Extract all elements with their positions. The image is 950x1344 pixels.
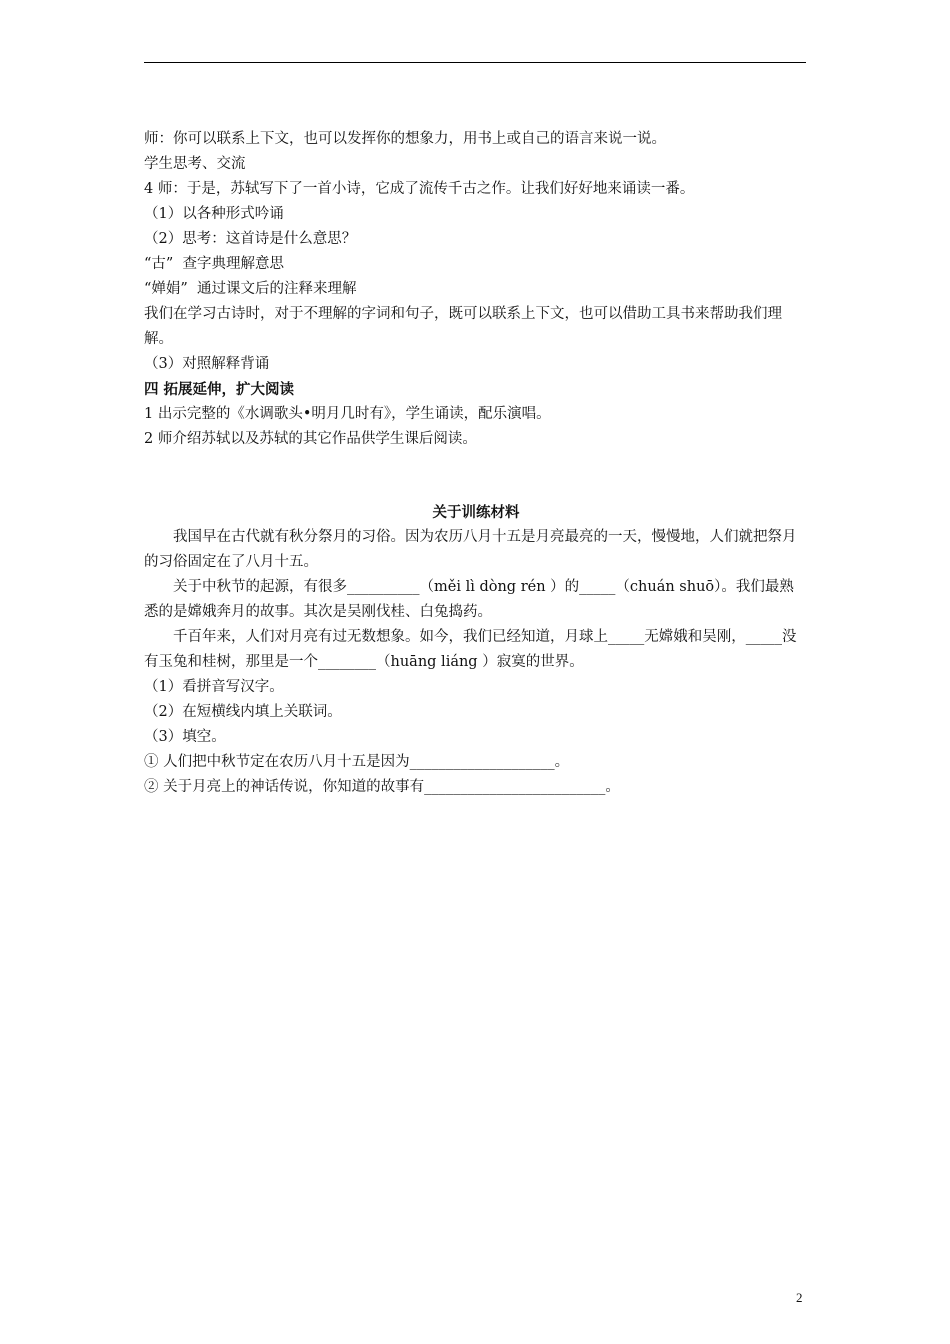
extension-line: 1 出示完整的《水调歌头•明月几时有》，学生诵读，配乐演唱。 bbox=[144, 406, 551, 422]
lesson-paragraph: 我们在学习古诗时，对于不理解的字词和句子，既可以联系上下文，也可以借助工具书来帮助我们理解。 bbox=[144, 306, 782, 347]
task-item: （3）填空。 bbox=[144, 729, 226, 745]
lesson-line: （2）思考：这首诗是什么意思？ bbox=[144, 231, 357, 247]
training-paragraph: 关于中秋节的起源，有很多__________（měi lì dòng rén ）的_____（chuán shuō）。我们最熟悉的是嫦娥奔月的故事。其次是吴刚伐桂、白兔捣药。 bbox=[144, 579, 794, 620]
lesson-line: （1）以各种形式吟诵 bbox=[144, 206, 284, 222]
lesson-line: “婵娟” 通过课文后的注释来理解 bbox=[144, 281, 357, 297]
page-number: 2 bbox=[796, 1290, 803, 1305]
section-gap bbox=[144, 452, 808, 500]
training-paragraph: 千百年来，人们对月亮有过无数想象。如今，我们已经知道，月球上_____无嫦娥和吴刚，_____没有玉兔和桂树，那里是一个________（huāng liáng ）寂寞的世界。 bbox=[144, 629, 797, 670]
training-title: 关于训练材料 bbox=[432, 504, 520, 521]
task-item: （1）看拼音写汉字。 bbox=[144, 679, 284, 695]
task-item: （2）在短横线内填上关联词。 bbox=[144, 704, 342, 720]
header-rule bbox=[144, 62, 806, 63]
lesson-line: 4 师：于是，苏轼写下了一首小诗，它成了流传千古之作。让我们好好地来诵读一番。 bbox=[144, 181, 695, 197]
extension-line: 2 师介绍苏轼以及苏轼的其它作品供学生课后阅读。 bbox=[144, 431, 477, 447]
lesson-line: “古” 查字典理解意思 bbox=[144, 256, 285, 272]
section-heading: 四 拓展延伸，扩大阅读 bbox=[144, 381, 295, 398]
task-item: ① 人们把中秋节定在农历八月十五是因为____________________。 bbox=[144, 754, 570, 770]
document-body bbox=[144, 127, 808, 800]
lesson-line: （3）对照解释背诵 bbox=[144, 356, 270, 372]
task-item: ② 关于月亮上的神话传说，你知道的故事有_________________________。 bbox=[144, 779, 620, 795]
lesson-line: 师：你可以联系上下文，也可以发挥你的想象力，用书上或自己的语言来说一说。 bbox=[144, 131, 666, 147]
lesson-line: 学生思考、交流 bbox=[144, 156, 246, 172]
training-paragraph: 我国早在古代就有秋分祭月的习俗。因为农历八月十五是月亮最亮的一天，慢慢地，人们就把祭月的习俗固定在了八月十五。 bbox=[144, 529, 797, 570]
